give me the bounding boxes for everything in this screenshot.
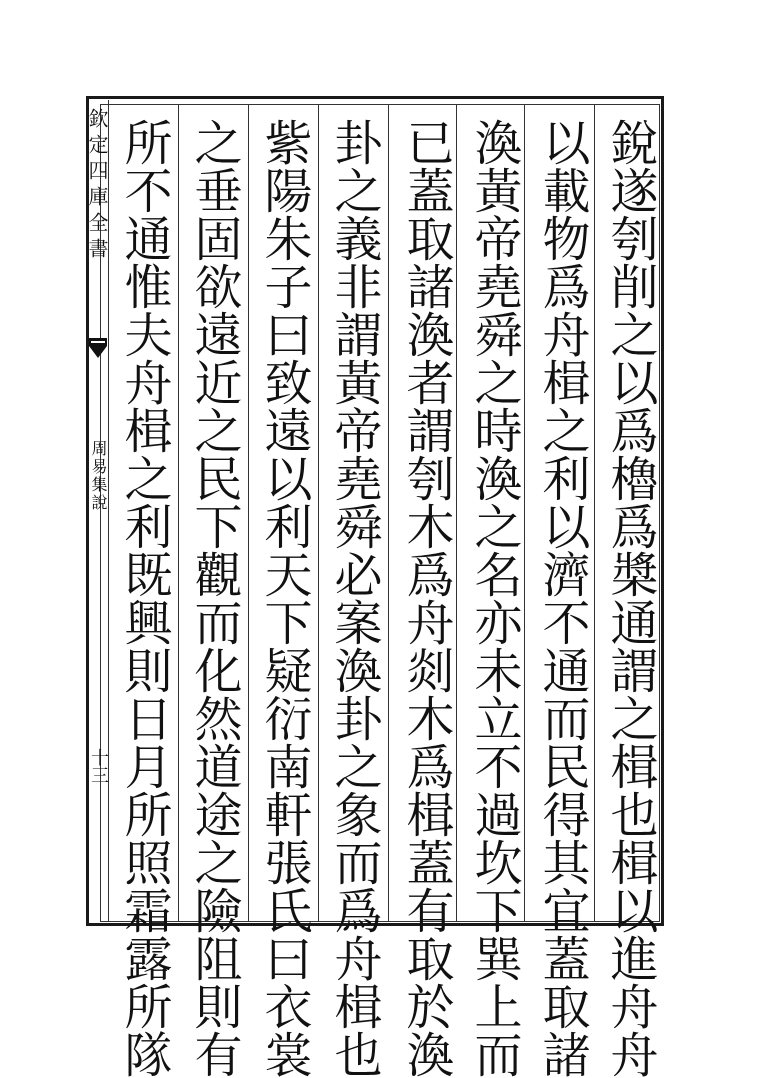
column-rule (388, 104, 389, 922)
text-column: 之垂固欲遠近之民下觀而化然道途之險阻則有 (186, 118, 242, 1078)
collection-title: 欽定四庫全書 (85, 108, 109, 264)
page-number: 十三 (88, 748, 109, 784)
text-column: 所不通惟夫舟楫之利既興則日月所照霜露所隊 (116, 118, 172, 1078)
text-column: 銳遂刳削之以爲櫓爲槳通謂之楫也楫以進舟舟 (602, 118, 658, 1078)
fishtail-mark-icon (88, 336, 108, 362)
text-column: 卦之義非謂黃帝堯舜必案渙卦之象而爲舟楫也 (326, 118, 382, 1078)
column-rule (178, 104, 179, 922)
column-rule (318, 104, 319, 922)
text-column: 渙黃帝堯舜之時渙之名亦未立不過坎下巽上而 (466, 118, 522, 1078)
column-rule (594, 104, 595, 922)
text-column: 已蓋取諸渙者謂刳木爲舟剡木爲楫蓋有取於渙 (398, 118, 454, 1078)
column-rule (248, 104, 249, 922)
text-column: 以載物爲舟楫之利以濟不通而民得其宜蓋取諸 (534, 118, 590, 1078)
text-column: 紫陽朱子曰致遠以利天下疑衍南軒張氏曰衣裳 (256, 118, 312, 1078)
book-title: 周易集說 (89, 440, 108, 512)
